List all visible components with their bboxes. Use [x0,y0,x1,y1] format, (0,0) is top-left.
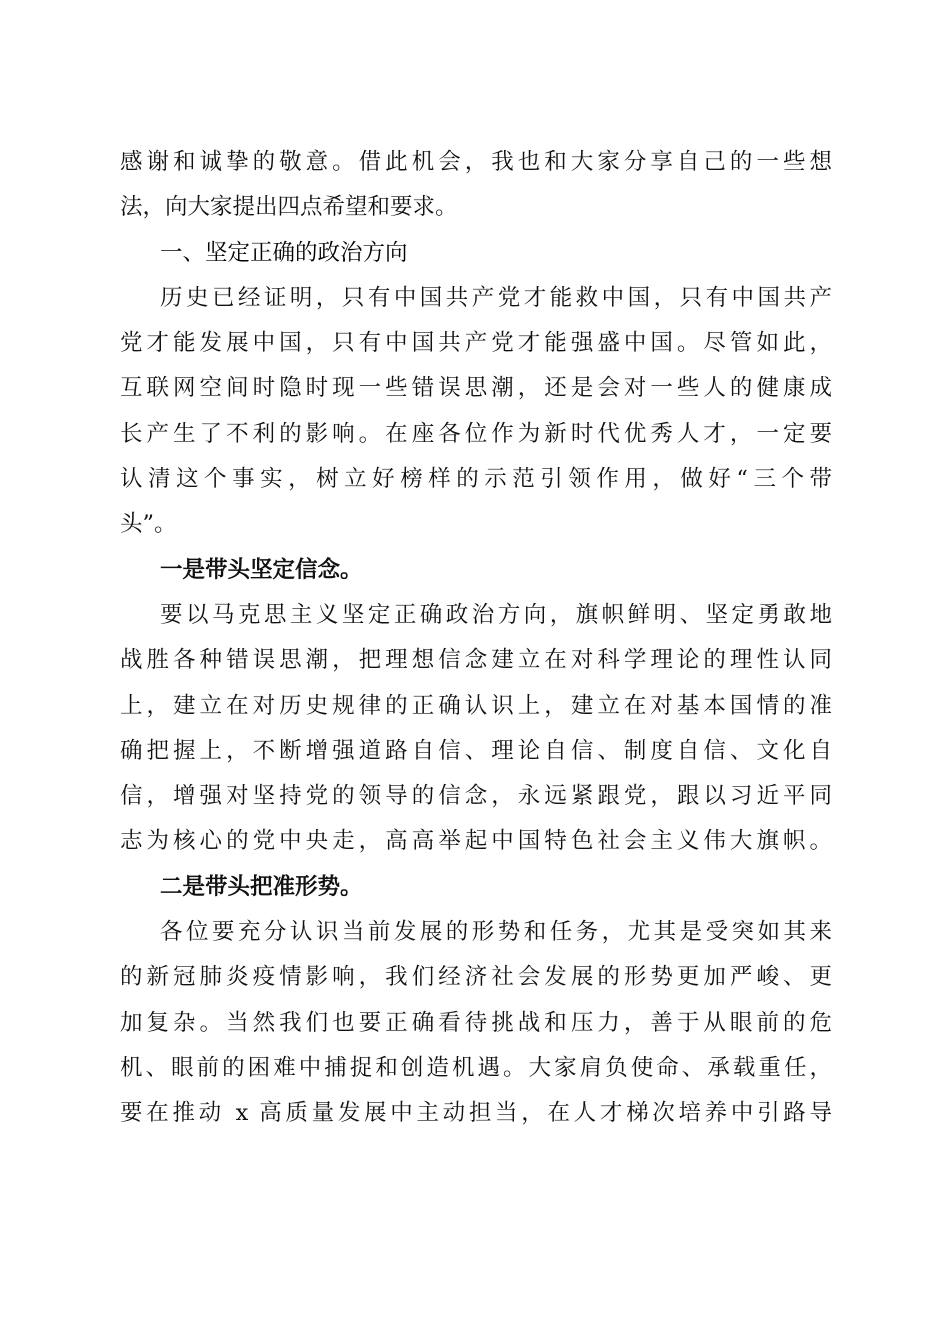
text-line: 上，建立在对历史规律的正确认识上，建立在对基本国情的准 [120,692,832,719]
text-line: 要在推动 x 高质量发展中主动担当，在人才梯次培养中引路导 [120,1100,832,1127]
text-line: 头”。 [120,511,177,538]
text-line: 法，向大家提出四点希望和要求。 [120,194,458,221]
text-line: 志为核心的党中央走，高高举起中国特色社会主义伟大旗帜。 [120,828,832,855]
text-line: 机、眼前的困难中捕捉和创造机遇。大家肩负使命、承载重任， [120,1054,832,1081]
text-line: 党才能发展中国，只有中国共产党才能强盛中国。尽管如此， [120,330,832,357]
section-heading: 一、坚定正确的政治方向 [160,239,408,266]
point-paragraph [120,593,832,865]
text-line: 信，增强对坚持党的领导的信念，永远紧跟党，跟以习近平同 [120,783,832,810]
text-line: 加复杂。当然我们也要正确看待挑战和压力，善于从眼前的危 [120,1009,832,1036]
text-line: 感谢和诚挚的敬意。借此机会，我也和大家分享自己的一些想 [120,149,832,175]
text-line: 各位要充分认识当前发展的形势和任务，尤其是受突如其来 [160,919,832,946]
text-line: 历史已经证明，只有中国共产党才能救中国，只有中国共产 [160,284,832,311]
document-body [120,140,832,1137]
text-line: 认清这个事实，树立好榜样的示范引领作用，做好“三个带 [120,466,832,493]
point-paragraph [120,910,832,1136]
text-line: 战胜各种错误思潮，把理想信念建立在对科学理论的理性认同 [120,647,832,674]
text-line: 的新冠肺炎疫情影响，我们经济社会发展的形势更加严峻、更 [120,964,832,991]
intro-paragraph [120,140,832,231]
text-line: 确把握上，不断增强道路自信、理论自信、制度自信、文化自 [120,737,832,764]
point-heading: 二是带头把准形势。 [160,873,363,900]
text-line: 要以马克思主义坚定正确政治方向，旗帜鲜明、坚定勇敢地 [160,601,832,628]
section-paragraph [120,276,832,548]
text-line: 互联网空间时隐时现一些错误思潮，还是会对一些人的健康成 [120,375,832,402]
text-line: 长产生了不利的影响。在座各位作为新时代优秀人才，一定要 [120,420,832,447]
point-heading: 一是带头坚定信念。 [160,556,363,583]
